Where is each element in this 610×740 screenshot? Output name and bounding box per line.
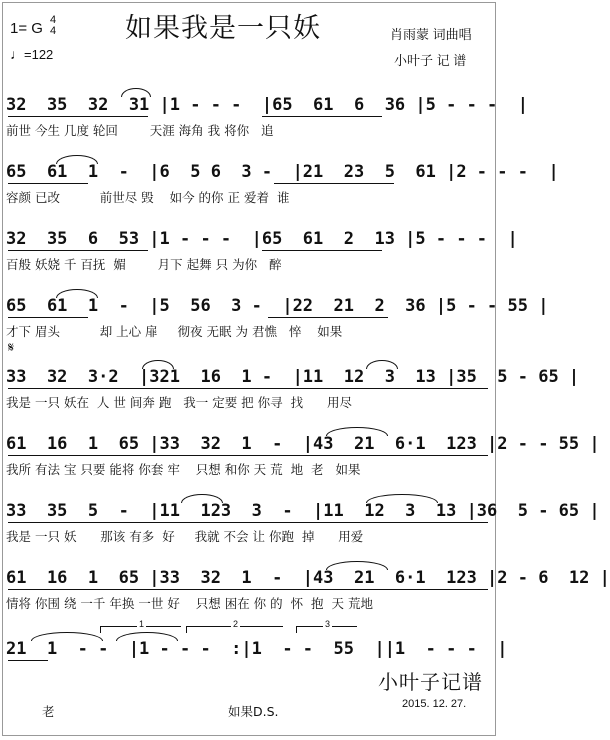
- score-line-7: [6, 496, 600, 566]
- credit-composer: 肖雨蒙 词曲唱: [390, 27, 472, 42]
- beam: [274, 183, 394, 184]
- beam: [8, 250, 148, 251]
- beam: [268, 317, 388, 318]
- lyric: 我所 有法 宝 只要 能将 你套 牢 只想 和你 天 荒 地 老 如果: [6, 462, 361, 477]
- score-line-8: [6, 563, 610, 633]
- notation: 33 35 5 - |11 123 3 - |11 12 3 13 |36 5 - 65 |: [6, 501, 600, 521]
- beam: [8, 388, 488, 389]
- dal-segno-text: 如果D.S.: [228, 704, 279, 719]
- time-sig-top: 4: [50, 14, 57, 26]
- notation: 65 61 1 - |5 56 3 - |22 21 2 36 |5 - - 55 |: [6, 296, 549, 316]
- notation: 61 16 1 65 |33 32 1 - |43 21 6·1 123 |2 - 6 12 |: [6, 568, 610, 588]
- lyric: 才下 眉头 却 上心 扉 彻夜 无眠 为 君憔 悴 如果: [6, 324, 343, 339]
- credit-transcriber: 小叶子 记 谱: [394, 53, 467, 68]
- score-line-1: [6, 90, 528, 160]
- volta-2: 2: [186, 626, 283, 633]
- lyric: 百般 妖娆 千 百抚 媚 月下 起舞 只 为你 醉: [6, 257, 282, 272]
- beam: [8, 589, 488, 590]
- notation: 33 32 3·2 |321 16 1 - |11 12 3 13 |35 5 - 65 |: [6, 367, 580, 387]
- volta-1: 1: [100, 626, 181, 633]
- segno-sign: 𝄋: [8, 340, 15, 356]
- key-signature: 1= G: [10, 20, 43, 37]
- time-signature: [50, 15, 56, 37]
- lyric: 情将 你围 绕 一千 年换 一世 好 只想 困在 你 的 怀 抱 天 荒地: [6, 596, 373, 611]
- score-line-2: [6, 157, 559, 227]
- score-line-5: [6, 362, 580, 432]
- transcriber-signature: 小叶子记谱: [378, 670, 483, 694]
- quarter-note-icon: ♩: [10, 46, 24, 62]
- lyric: 我是 一只 妖在 人 世 间奔 跑 我一 定要 把 你寻 找 用尽: [6, 395, 352, 410]
- notation: 61 16 1 65 |33 32 1 - |43 21 6·1 123 |2 - - 55 |: [6, 434, 600, 454]
- score-line-3: [6, 224, 518, 294]
- lyric: 容颜 已改 前世尽 毁 如今 的你 正 爱着 谁: [6, 190, 290, 205]
- song-title: 如果我是一只妖: [125, 13, 321, 44]
- notation: 32 35 32 31 |1 - - - |65 61 6 36 |5 - - - |: [6, 95, 528, 115]
- score-line-6: [6, 429, 600, 499]
- beam: [8, 183, 88, 184]
- transcription-date: 2015. 12. 27.: [402, 698, 467, 710]
- volta-3: 3: [296, 626, 357, 633]
- score-line-4: [6, 291, 549, 361]
- beam: [8, 317, 88, 318]
- beam: [262, 116, 382, 117]
- tempo-value: =122: [24, 47, 54, 62]
- lyric: 我是 一只 妖 那该 有多 好 我就 不会 让 你跑 掉 用爱: [6, 529, 364, 544]
- beam: [8, 116, 148, 117]
- final-lyric: 老: [42, 704, 55, 719]
- tempo-marking: [10, 46, 53, 62]
- beam: [8, 522, 488, 523]
- lyric: 前世 今生 几度 轮回 天涯 海角 我 将你 追: [6, 123, 274, 138]
- notation: 21 1 - - |1 - - - :|1 - - 55 ||1 - - - |: [6, 639, 508, 659]
- beam: [8, 660, 48, 661]
- time-sig-bottom: 4: [50, 25, 57, 37]
- beam: [8, 455, 488, 456]
- beam: [262, 250, 382, 251]
- notation: 32 35 6 53 |1 - - - |65 61 2 13 |5 - - - |: [6, 229, 518, 249]
- notation: 65 61 1 - |6 5 6 3 - |21 23 5 61 |2 - - - |: [6, 162, 559, 182]
